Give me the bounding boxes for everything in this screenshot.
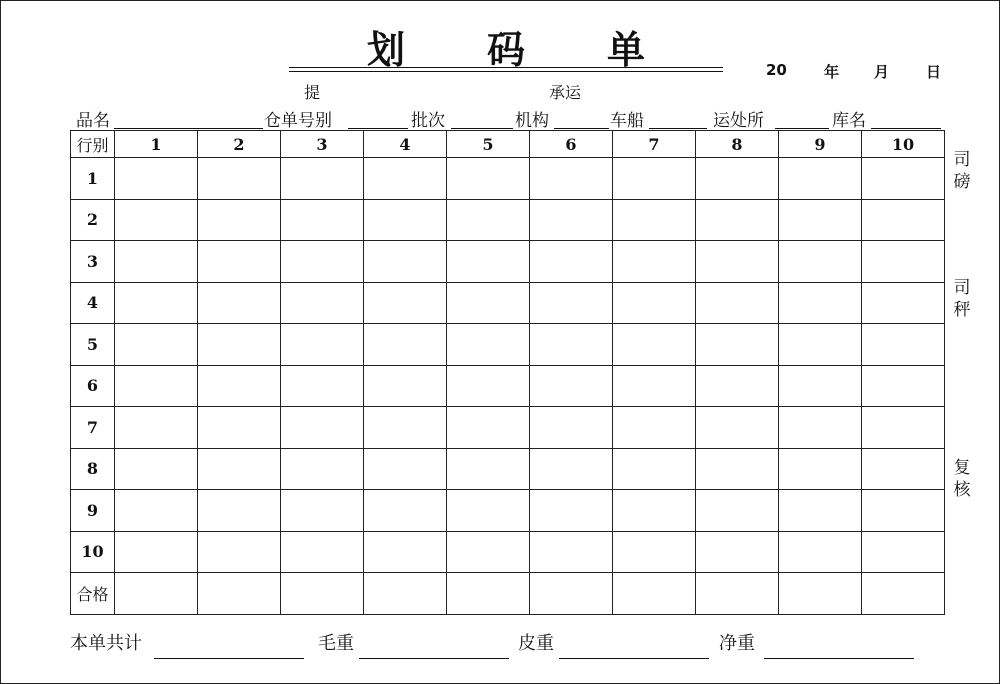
- tally-table: [70, 130, 945, 615]
- field-kuming-label: 库名: [832, 111, 866, 131]
- table-cell[interactable]: [115, 241, 198, 283]
- table-cell[interactable]: [115, 365, 198, 407]
- ti-label: 提: [304, 83, 321, 102]
- row-header: 4: [71, 282, 115, 324]
- title-char-1: 划: [367, 27, 406, 72]
- table-cell[interactable]: [447, 199, 530, 241]
- side-label-sibang: 司磅: [953, 150, 971, 192]
- total-line[interactable]: [154, 658, 304, 659]
- field-jigou-line[interactable]: [554, 128, 609, 129]
- table-cell[interactable]: [198, 407, 281, 449]
- table-cell[interactable]: [696, 531, 779, 573]
- table-cell[interactable]: [281, 365, 364, 407]
- table-cell[interactable]: [779, 158, 862, 200]
- table-cell[interactable]: [198, 199, 281, 241]
- table-cell[interactable]: [447, 490, 530, 532]
- table-cell[interactable]: [115, 158, 198, 200]
- table-cell[interactable]: [198, 158, 281, 200]
- field-cangdan-label: 仓单号别: [264, 111, 332, 131]
- table-cell[interactable]: [115, 324, 198, 366]
- table-cell[interactable]: [779, 531, 862, 573]
- table-cell[interactable]: [281, 407, 364, 449]
- table-cell[interactable]: [696, 241, 779, 283]
- table-cell[interactable]: [862, 573, 945, 615]
- table-cell[interactable]: [364, 199, 447, 241]
- table-cell[interactable]: [613, 241, 696, 283]
- field-pici-line[interactable]: [451, 128, 513, 129]
- table-cell[interactable]: [115, 448, 198, 490]
- table-row: [71, 199, 945, 241]
- table-cell[interactable]: [530, 531, 613, 573]
- table-cell[interactable]: [779, 490, 862, 532]
- column-header: 1: [115, 131, 198, 158]
- table-cell[interactable]: [779, 324, 862, 366]
- table-cell[interactable]: [364, 490, 447, 532]
- table-cell[interactable]: [530, 407, 613, 449]
- row-header: 2: [71, 199, 115, 241]
- column-header: 7: [613, 131, 696, 158]
- table-row: [71, 448, 945, 490]
- table-cell[interactable]: [447, 324, 530, 366]
- field-cangdan-line[interactable]: [348, 128, 408, 129]
- table-cell[interactable]: [198, 531, 281, 573]
- table-cell[interactable]: [862, 365, 945, 407]
- row-header: 9: [71, 490, 115, 532]
- table-cell[interactable]: [613, 324, 696, 366]
- table-cell[interactable]: [115, 490, 198, 532]
- table-cell[interactable]: [696, 158, 779, 200]
- table-cell[interactable]: [530, 448, 613, 490]
- table-row: [71, 282, 945, 324]
- column-header: 6: [530, 131, 613, 158]
- table-cell[interactable]: [447, 158, 530, 200]
- table-cell[interactable]: [115, 282, 198, 324]
- table-cell[interactable]: [862, 324, 945, 366]
- table-cell[interactable]: [530, 241, 613, 283]
- table-cell[interactable]: [198, 324, 281, 366]
- table-row: [71, 407, 945, 449]
- date-year-prefix: 20: [766, 61, 787, 79]
- table-cell[interactable]: [530, 282, 613, 324]
- side-label-sicheng: 司秤: [953, 278, 971, 320]
- net-weight-label: 净重: [719, 633, 755, 654]
- table-cell[interactable]: [364, 282, 447, 324]
- table-cell[interactable]: [613, 490, 696, 532]
- table-cell[interactable]: [696, 324, 779, 366]
- table-cell[interactable]: [198, 241, 281, 283]
- tare-weight-label: 皮重: [518, 633, 554, 654]
- field-jigou-label: 机构: [515, 111, 549, 131]
- table-cell[interactable]: [364, 365, 447, 407]
- table-cell[interactable]: [364, 531, 447, 573]
- field-pici-label: 批次: [411, 111, 445, 131]
- row-header: 5: [71, 324, 115, 366]
- table-cell[interactable]: [613, 531, 696, 573]
- gross-weight-label: 毛重: [318, 633, 354, 654]
- table-cell[interactable]: [364, 407, 447, 449]
- date-day-label: 日: [926, 63, 942, 81]
- total-label: 本单共计: [70, 633, 142, 654]
- field-chechuan-line[interactable]: [649, 128, 707, 129]
- table-cell[interactable]: [696, 282, 779, 324]
- column-header: 2: [198, 131, 281, 158]
- table-cell[interactable]: [364, 241, 447, 283]
- form-title: [301, 19, 701, 72]
- table-cell[interactable]: [281, 282, 364, 324]
- table-cell[interactable]: [779, 241, 862, 283]
- table-cell[interactable]: [779, 448, 862, 490]
- table-cell[interactable]: [779, 282, 862, 324]
- title-char-2: 码: [487, 27, 526, 72]
- table-corner-label: 行别: [71, 131, 115, 158]
- field-yunchusuo-line[interactable]: [775, 128, 829, 129]
- table-cell[interactable]: [198, 490, 281, 532]
- table-cell[interactable]: [447, 407, 530, 449]
- table-cell[interactable]: [281, 241, 364, 283]
- title-double-rule: [289, 67, 723, 72]
- table-cell[interactable]: [862, 158, 945, 200]
- table-row: [71, 490, 945, 532]
- title-char-3: 单: [607, 27, 646, 72]
- table-cell[interactable]: [862, 199, 945, 241]
- row-header: 合格: [71, 573, 115, 615]
- table-cell[interactable]: [862, 448, 945, 490]
- date-year-label: 年: [824, 63, 840, 81]
- table-cell[interactable]: [198, 365, 281, 407]
- field-pinming-label: 品名: [76, 111, 110, 131]
- table-body: [71, 158, 945, 615]
- column-header: 5: [447, 131, 530, 158]
- column-header: 10: [862, 131, 945, 158]
- table-cell[interactable]: [281, 199, 364, 241]
- table-cell[interactable]: [862, 282, 945, 324]
- table-cell[interactable]: [447, 573, 530, 615]
- table-cell[interactable]: [364, 573, 447, 615]
- table-cell[interactable]: [530, 490, 613, 532]
- table-cell[interactable]: [530, 365, 613, 407]
- table-cell[interactable]: [364, 324, 447, 366]
- table-row: [71, 241, 945, 283]
- table-cell[interactable]: [447, 241, 530, 283]
- row-header: 7: [71, 407, 115, 449]
- table-row: [71, 324, 945, 366]
- table-cell[interactable]: [115, 531, 198, 573]
- table-cell[interactable]: [530, 573, 613, 615]
- side-label-fuhe: 复核: [953, 458, 971, 500]
- table-cell[interactable]: [613, 199, 696, 241]
- table-cell[interactable]: [696, 490, 779, 532]
- column-header: 4: [364, 131, 447, 158]
- table-cell[interactable]: [447, 282, 530, 324]
- table-cell[interactable]: [364, 158, 447, 200]
- table-cell[interactable]: [779, 573, 862, 615]
- table-cell[interactable]: [613, 407, 696, 449]
- table-cell[interactable]: [115, 407, 198, 449]
- row-header: 3: [71, 241, 115, 283]
- table-cell[interactable]: [198, 282, 281, 324]
- table-cell[interactable]: [696, 448, 779, 490]
- table-cell[interactable]: [447, 365, 530, 407]
- table-cell[interactable]: [613, 158, 696, 200]
- table-cell[interactable]: [281, 324, 364, 366]
- table-row: [71, 573, 945, 615]
- table-cell[interactable]: [447, 448, 530, 490]
- table-cell[interactable]: [862, 490, 945, 532]
- table-cell[interactable]: [696, 199, 779, 241]
- row-header: 10: [71, 531, 115, 573]
- column-header: 8: [696, 131, 779, 158]
- table-cell[interactable]: [115, 573, 198, 615]
- table-cell[interactable]: [613, 573, 696, 615]
- table-cell[interactable]: [779, 365, 862, 407]
- column-header: 9: [779, 131, 862, 158]
- table-cell[interactable]: [862, 531, 945, 573]
- field-kuming-line[interactable]: [871, 128, 941, 129]
- table-cell[interactable]: [862, 241, 945, 283]
- gross-weight-line[interactable]: [359, 658, 509, 659]
- table-cell[interactable]: [281, 490, 364, 532]
- field-pinming-line[interactable]: [114, 128, 263, 129]
- table-cell[interactable]: [696, 365, 779, 407]
- table-cell[interactable]: [198, 448, 281, 490]
- table-cell[interactable]: [115, 199, 198, 241]
- table-cell[interactable]: [281, 158, 364, 200]
- table-cell[interactable]: [530, 199, 613, 241]
- table-cell[interactable]: [779, 199, 862, 241]
- row-header: 1: [71, 158, 115, 200]
- field-yunchusuo-label: 运处所: [713, 111, 764, 131]
- tare-weight-line[interactable]: [559, 658, 709, 659]
- field-chechuan-label: 车船: [610, 111, 644, 131]
- table-row: [71, 365, 945, 407]
- table-cell[interactable]: [613, 448, 696, 490]
- table-cell[interactable]: [613, 365, 696, 407]
- table-cell[interactable]: [530, 158, 613, 200]
- table-header-row: [71, 131, 945, 158]
- date-month-label: 月: [874, 63, 890, 81]
- table-cell[interactable]: [281, 448, 364, 490]
- table-cell[interactable]: [364, 448, 447, 490]
- table-cell[interactable]: [198, 573, 281, 615]
- table-cell[interactable]: [530, 324, 613, 366]
- table-row: [71, 531, 945, 573]
- table-cell[interactable]: [447, 531, 530, 573]
- table-cell[interactable]: [696, 573, 779, 615]
- row-header: 6: [71, 365, 115, 407]
- chengyun-label: 承运: [549, 83, 582, 102]
- table-cell[interactable]: [696, 407, 779, 449]
- table-cell[interactable]: [779, 407, 862, 449]
- table-cell[interactable]: [281, 573, 364, 615]
- table-row: [71, 158, 945, 200]
- table-cell[interactable]: [281, 531, 364, 573]
- row-header: 8: [71, 448, 115, 490]
- net-weight-line[interactable]: [764, 658, 914, 659]
- table-cell[interactable]: [613, 282, 696, 324]
- table-cell[interactable]: [862, 407, 945, 449]
- column-header: 3: [281, 131, 364, 158]
